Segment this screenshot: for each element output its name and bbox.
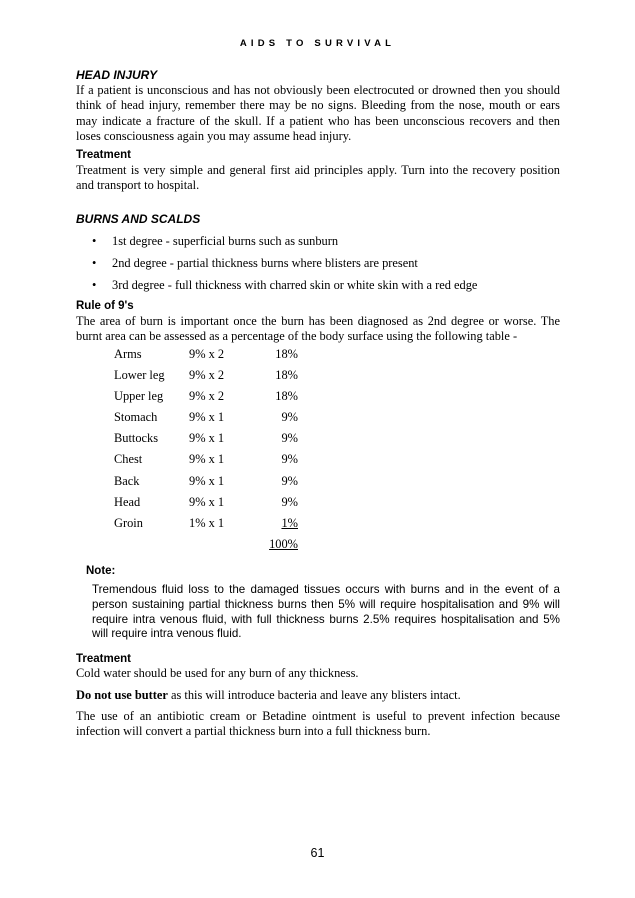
body-part: Arms — [114, 347, 142, 361]
note-paragraph: Tremendous fluid loss to the damaged tissues occurs with burns and in the event of a person sustaining partial thickness burns then 5% will require hospitalisation and 9% will require intra venous fluid, with full thickness burns 2.5% requires hospitalisation and 5% will require intra venous fluid. — [92, 583, 560, 641]
body-part: Upper leg — [114, 389, 164, 404]
total-percentage: 100% — [269, 536, 298, 551]
percentage: 18% — [275, 389, 298, 404]
bullet-text: 3rd degree - full thickness with charred skin or white skin with a red edge — [112, 278, 478, 292]
calculation: 9% x 1 — [189, 431, 225, 446]
calculation: 9% x 1 — [189, 473, 225, 488]
body-part: Buttocks — [114, 431, 159, 446]
calculation: 9% x 2 — [189, 368, 225, 383]
bullet-item — [92, 256, 418, 271]
burns-treatment-line-1: Cold water should be used for any burn of any thickness. — [76, 666, 359, 680]
percentage: 1% — [281, 515, 298, 530]
percentage: 18% — [275, 368, 298, 383]
calculation: 9% x 1 — [189, 410, 225, 425]
burns-treatment-line-3: The use of an antibiotic cream or Betadine ointment is useful to prevent infection because infection will convert a partial thickness burn into a full thickness burn. — [76, 709, 560, 739]
body-part: Groin — [114, 515, 143, 530]
percentage: 9% — [281, 410, 298, 425]
percentage: 9% — [281, 431, 298, 446]
running-header: AIDS TO SURVIVAL — [239, 38, 396, 49]
note-heading: Note: — [86, 565, 116, 577]
bullet-icon: • — [92, 278, 97, 292]
body-part: Stomach — [114, 410, 158, 425]
body-part: Lower leg — [114, 368, 165, 383]
bullet-icon: • — [92, 234, 97, 248]
bullet-item — [92, 278, 477, 293]
calculation: 1% x 1 — [189, 515, 225, 530]
head-injury-paragraph: If a patient is unconscious and has not obviously been electrocuted or drowned then you should think of head injury, remember there may be no signs. Bleeding from the nose, mouth or ears may indicate a fracture of the skull. If a patient who has been unconscious recovers and then loses consciousness again you may assume head injury. — [76, 83, 560, 144]
calculation: 9% x 1 — [189, 494, 225, 509]
head-injury-heading: HEAD INJURY — [76, 68, 158, 82]
calculation: 9% x 2 — [189, 389, 225, 404]
percentage: 18% — [275, 347, 298, 361]
burns-treatment-line-2 — [76, 688, 560, 703]
calculation: 9% x 2 — [189, 347, 225, 361]
calculation: 9% x 1 — [189, 452, 225, 467]
rule-of-nines-paragraph: The area of burn is important once the burn has been diagnosed as 2nd degree or worse. The burnt area can be assessed as a percentage of the body surface using the following table - — [76, 314, 560, 344]
head-injury-treatment-heading: Treatment — [76, 149, 131, 161]
warning-emphasis: Do not use butter — [76, 688, 168, 702]
burns-heading: BURNS AND SCALDS — [76, 212, 201, 226]
bullet-icon: • — [92, 256, 97, 270]
page-number: 61 — [310, 846, 325, 860]
head-injury-treatment-paragraph: Treatment is very simple and general first aid principles apply. Turn into the recovery position and transport to hospital. — [76, 163, 560, 193]
percentage: 9% — [281, 452, 298, 467]
body-part: Chest — [114, 452, 143, 467]
percentage: 9% — [281, 473, 298, 488]
percentage: 9% — [281, 494, 298, 509]
bullet-item — [92, 234, 338, 249]
bullet-text: 1st degree - superficial burns such as sunburn — [112, 234, 339, 248]
body-part: Head — [114, 494, 141, 509]
burns-treatment-heading: Treatment — [76, 653, 131, 665]
body-part: Back — [114, 473, 140, 488]
rule-of-nines-heading: Rule of 9's — [76, 300, 134, 312]
bullet-text: 2nd degree - partial thickness burns where blisters are present — [112, 256, 418, 270]
warning-rest: as this will introduce bacteria and leave any blisters intact. — [167, 688, 461, 702]
